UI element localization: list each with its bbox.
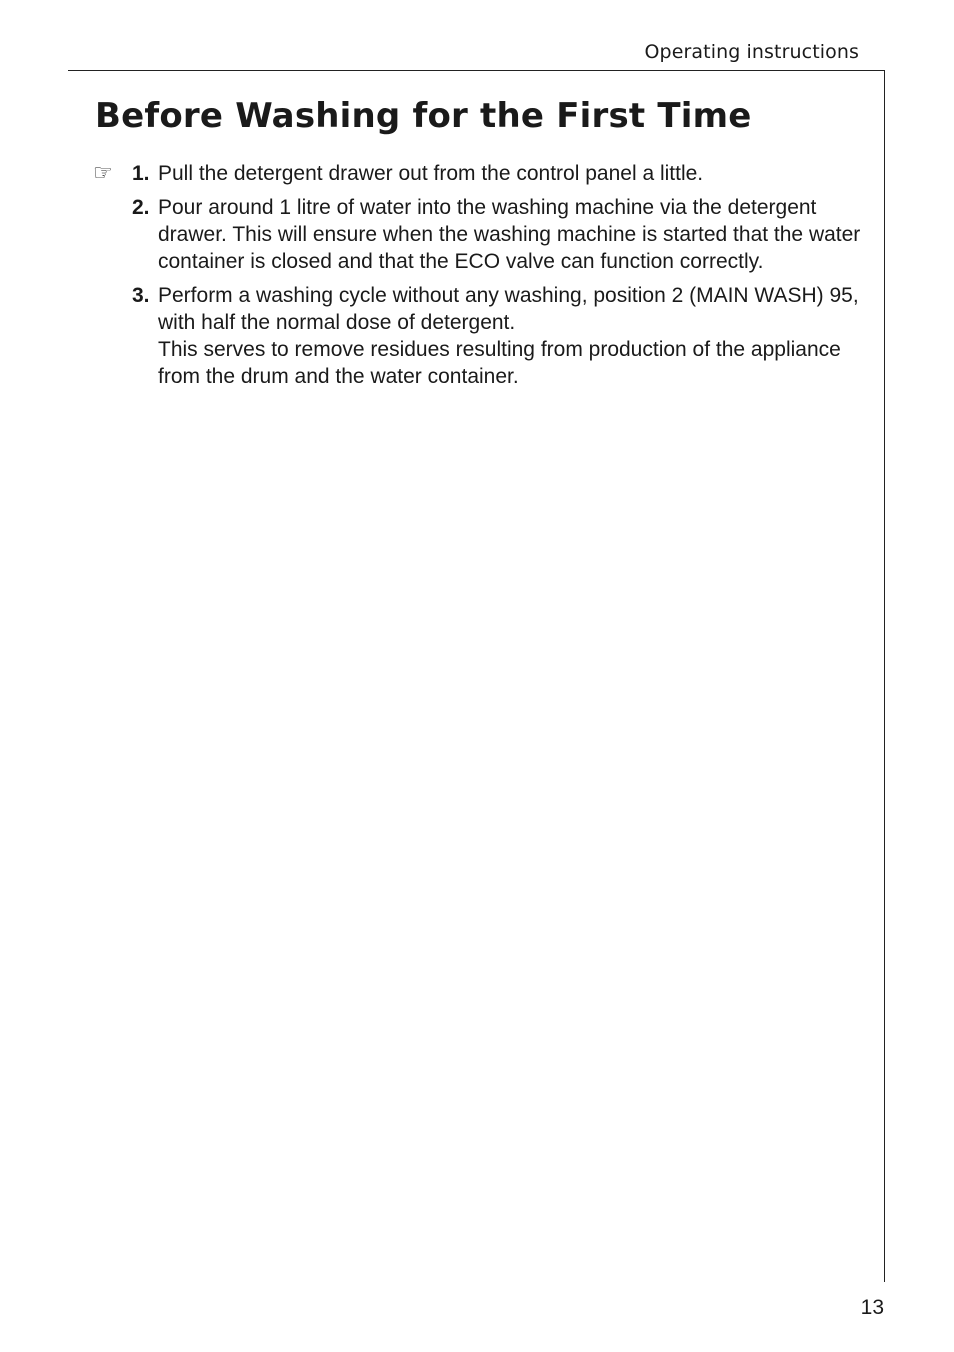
header-rule <box>68 70 885 71</box>
step-text: Pour around 1 litre of water into the washing machine via the detergent drawer. This will ensure when the washing machine is started that the water container is closed and that the ECO valve can function correctly. <box>158 196 861 273</box>
step-text: Pull the detergent drawer out from the control panel a little. <box>158 162 704 185</box>
margin-rule <box>884 70 885 1282</box>
step-note: This serves to remove residues resulting from production of the appliance from the drum and the water container. <box>158 338 841 388</box>
step-3 <box>90 282 865 390</box>
step-text: Perform a washing cycle without any washing, position 2 (MAIN WASH) 95, with half the normal dose of detergent. <box>158 284 859 334</box>
page-number: 13 <box>860 1296 884 1319</box>
step-2 <box>90 194 865 275</box>
step-1 <box>90 160 865 187</box>
step-number: 1. <box>132 162 150 185</box>
pointing-hand-icon: ☞ <box>93 161 113 186</box>
instruction-list <box>90 160 865 397</box>
step-number: 3. <box>132 284 150 307</box>
page-title: Before Washing for the First Time <box>95 96 752 136</box>
running-header: Operating instructions <box>644 41 859 63</box>
step-number: 2. <box>132 196 150 219</box>
